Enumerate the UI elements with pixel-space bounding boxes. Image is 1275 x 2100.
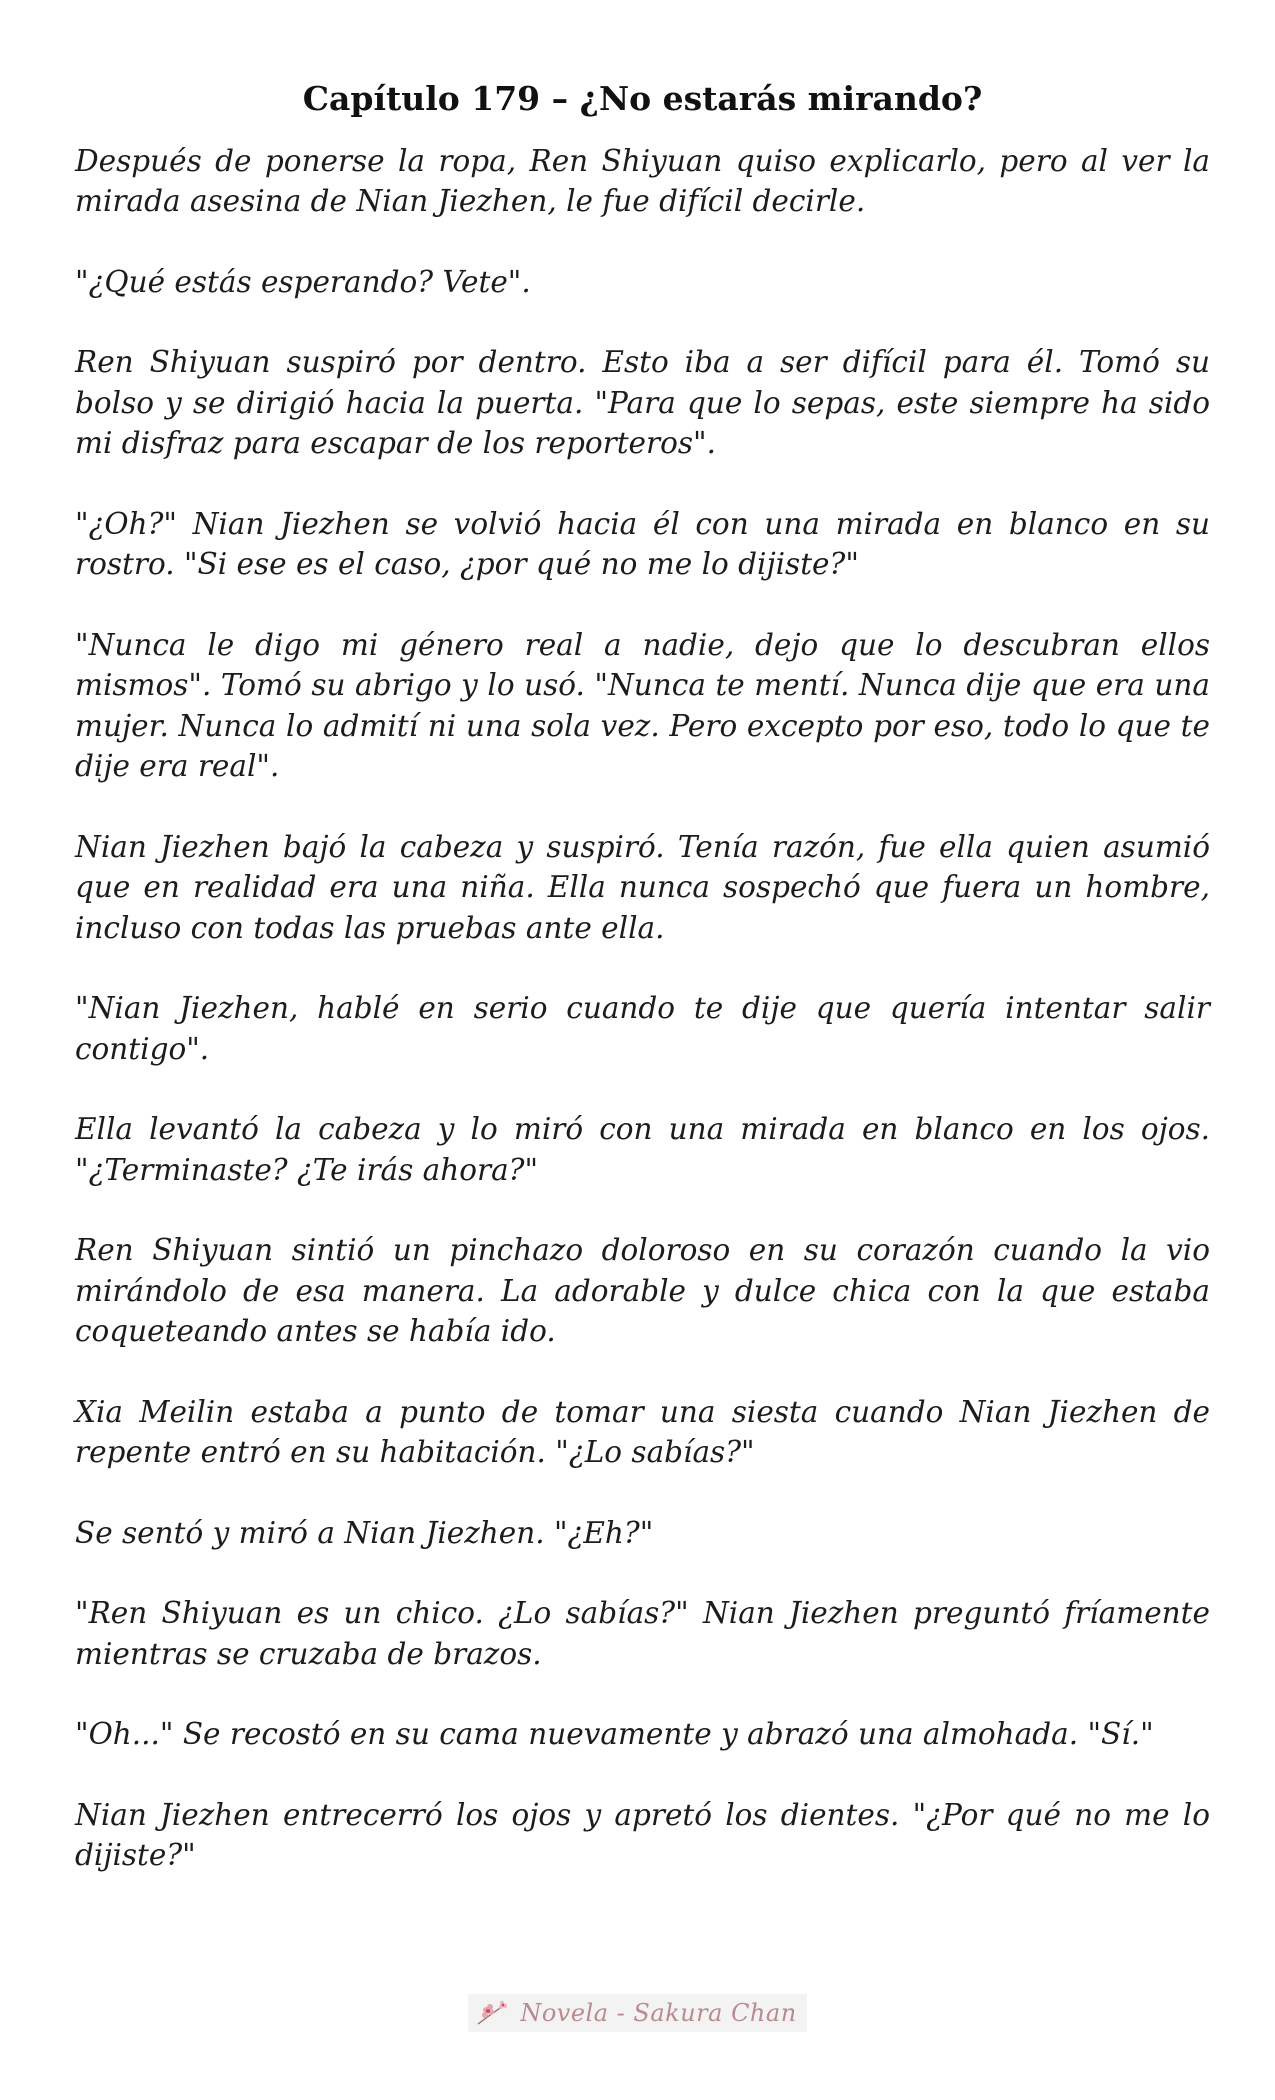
chapter-title: Capítulo 179 – ¿No estarás mirando? [302, 79, 983, 118]
footer-text: Novela - Sakura Chan [520, 1999, 797, 2027]
paragraph: Ren Shiyuan sintió un pinchazo doloroso en su corazón cuando la vio mirándolo de esa manera. La adorable y dulce chica con la que estaba coqueteando antes se había ido. [75, 1233, 1210, 1349]
paragraph: Xia Meilin estaba a punto de tomar una siesta cuando Nian Jiezhen de repente entró en su habitación. "¿Lo sabías?" [75, 1394, 1210, 1470]
paragraph: "¿Qué estás esperando? Vete". [75, 264, 531, 299]
chapter-page [75, 70, 1210, 1916]
paragraph: Nian Jiezhen bajó la cabeza y suspiró. Tenía razón, fue ella quien asumió que en realidad era una niña. Ella nunca sospechó que fuera un hombre, incluso con todas las pruebas ante ella. [75, 829, 1210, 945]
paragraph: "Oh..." Se recostó en su cama nuevamente y abrazó una almohada. "Sí." [75, 1717, 1154, 1752]
cherry-blossom-icon [476, 1998, 512, 2028]
paragraph: Después de ponerse la ropa, Ren Shiyuan quiso explicarlo, pero al ver la mirada asesina de Nian Jiezhen, le fue difícil decirle. [75, 143, 1210, 219]
paragraph: "Ren Shiyuan es un chico. ¿Lo sabías?" Nian Jiezhen preguntó fríamente mientras se cruzaba de brazos. [75, 1596, 1210, 1671]
chapter-body [75, 141, 1210, 1876]
paragraph: "Nian Jiezhen, hablé en serio cuando te dije que quería intentar salir contigo". [75, 991, 1210, 1066]
paragraph: Ren Shiyuan suspiró por dentro. Esto iba a ser difícil para él. Tomó su bolso y se dirigió hacia la puerta. "Para que lo sepas, este siempre ha sido mi disfraz para escapar de los reporteros". [75, 345, 1210, 461]
paragraph: Nian Jiezhen entrecerró los ojos y apretó los dientes. "¿Por qué no me lo dijiste?" [75, 1797, 1210, 1873]
watermark-badge [468, 1994, 806, 2032]
footer-watermark [0, 1994, 1275, 2032]
paragraph: "Nunca le digo mi género real a nadie, dejo que lo descubran ellos mismos". Tomó su abrigo y lo usó. "Nunca te mentí. Nunca dije que era una mujer. Nunca lo admití ni una sola vez. Pero excepto por eso, todo lo que te dije era real". [75, 627, 1210, 784]
paragraph: Se sentó y miró a Nian Jiezhen. "¿Eh?" [75, 1515, 654, 1550]
paragraph: "¿Oh?" Nian Jiezhen se volvió hacia él con una mirada en blanco en su rostro. "Si ese es el caso, ¿por qué no me lo dijiste?" [75, 506, 1210, 582]
paragraph: Ella levantó la cabeza y lo miró con una mirada en blanco en los ojos. "¿Terminaste? ¿Te irás ahora?" [75, 1112, 1210, 1187]
